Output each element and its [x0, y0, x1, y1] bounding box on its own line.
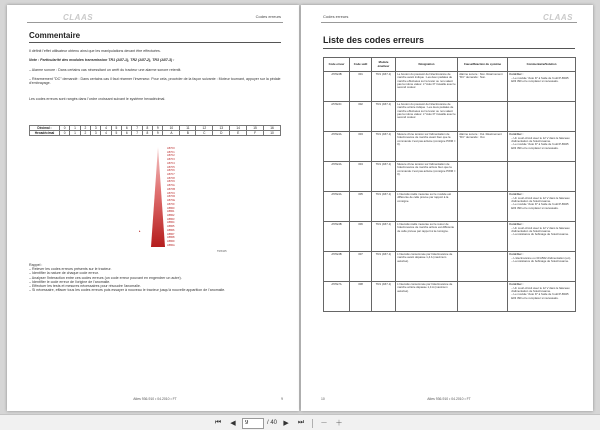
table-row [324, 252, 576, 282]
error-codes-table [323, 57, 576, 312]
next-page-icon[interactable]: ▶ [283, 420, 289, 427]
error-code-cell: A57E3B [324, 252, 350, 282]
recap-item: – Si nécessaire, effacer tous les codes erreurs puis essayer à nouveau le tracteur jusqu'à nouvelle apparition de l'anomalie. [29, 288, 226, 293]
module-cell: TR1 (A57-1) [372, 192, 396, 222]
cause-cell [458, 282, 508, 312]
hex-cell: F [247, 131, 264, 136]
sattl-code-cell: 302 [350, 102, 372, 132]
diagram-label: A57F3 [167, 158, 175, 162]
module-cell: TR1 (A57-1) [372, 252, 396, 282]
solution-cell [508, 192, 576, 222]
solution-item: – Un court-circuit avec le 12 V dans le faisceau d'alimentation de l'électrovanne. [511, 225, 570, 234]
diagram-label: A57F9 [167, 180, 175, 184]
recap-item: – Identifier la nature de chaque code erreur. [29, 271, 99, 276]
error-code-cell: A57E3B [324, 72, 350, 102]
solution-title: Contrôler : [509, 282, 524, 286]
page-number-input[interactable] [242, 418, 264, 429]
toolbar-divider [312, 419, 313, 428]
error-code-cell: A57E3A [324, 132, 350, 162]
paragraph: Les codes erreurs sont rangés dans l'ordre croissant suivant le système hexadécimal. [29, 97, 166, 101]
first-page-icon[interactable]: ⏮ [214, 419, 222, 426]
table-row [324, 162, 576, 192]
diagram-label: A57FC [167, 191, 176, 195]
hex-cell: 8 [142, 126, 152, 131]
recap-item: – Identifier le code erreur de l'origine de l'anomalie. [29, 279, 111, 284]
page-footer [27, 397, 283, 403]
page-number: 9 [281, 397, 283, 401]
page-header [321, 13, 577, 23]
designation-cell: Le bouton du poussoir de l'électrovanne de marche arrière indique : Les deux pédales de marche effectuées sur le levier ou non-valent pas la même valeur. L'"Auto D" travaille avec le second codeur. [396, 102, 458, 132]
last-page-icon[interactable]: ⏭ [297, 419, 305, 426]
header-text: Codes erreurs [255, 14, 281, 19]
hex-cell: 10 [264, 131, 281, 136]
diagram-label: A57F8 [167, 176, 175, 180]
designation-cell: L'intensité consommée par l'électrovanne de marche arrière dépasse 1,4 A (maximum autorisé). [396, 282, 458, 312]
solution-item: – La résistance du bobinage de l'électrovanne. [511, 259, 569, 264]
solution-item: – Un court-circuit avec le 12 V dans le faisceau d'alimentation de l'électrovanne. [511, 135, 570, 144]
sattl-code-cell: 305 [350, 192, 372, 222]
solution-cell [508, 102, 576, 132]
diagram-label: A57FF [167, 202, 175, 206]
hex-cell: 7 [132, 131, 142, 136]
designation-cell: L'intensité consommée par l'électrovanne de marche avant dépasse 1,4 A (maximum autorisé). [396, 252, 458, 282]
right-page [301, 5, 593, 411]
hex-cell: D [213, 131, 230, 136]
solution-cell [508, 132, 576, 162]
hex-row-label: Décimal : [30, 126, 60, 131]
col-header: Cause/Réaction du système [458, 58, 508, 72]
paragraph: Il définit l'effet utilisateur obtenu ainsi que les manipulations devant être effectuées. [29, 49, 161, 53]
table-row [324, 102, 576, 132]
hex-cell: 3 [91, 131, 101, 136]
diagram-label: A57F7 [167, 173, 175, 177]
page-title: Liste des codes erreurs [323, 35, 425, 45]
sattl-code-cell: 304 [350, 162, 372, 192]
hex-cell: 9 [153, 131, 163, 136]
zoom-in-icon[interactable]: ＋ [335, 420, 343, 427]
paragraph: – Réarmement "DC" demandé : Dans certains cas il faut réarmer l'inverseur. Pour cela, procéder de la façon suivante : Moteur tournant, appuyer sur la pédale d'embrayage. [29, 77, 281, 86]
diagram-label: A57FA [167, 184, 175, 188]
footer-text: Atles 936-910 • 04.2010 • FT [133, 397, 177, 401]
table-row [324, 222, 576, 252]
diagram-label: A5807 [167, 232, 175, 236]
hex-cell: C [196, 131, 213, 136]
cause-cell [458, 252, 508, 282]
diagram-label: A57FD [167, 195, 176, 199]
table-row [324, 132, 576, 162]
hex-cell: 5 [111, 131, 121, 136]
module-cell: TR1 (A57-1) [372, 132, 396, 162]
diagram-label: A5806 [167, 228, 175, 232]
brand-logo: CLAAS [63, 13, 94, 22]
error-code-cell: A57E3B [324, 222, 350, 252]
diagram-label: A57FB [167, 187, 175, 191]
hex-cell: 6 [122, 126, 132, 131]
hex-cell: 11 [180, 126, 196, 131]
recap-title: Rappel : [29, 263, 43, 267]
hex-cell: 4 [101, 131, 111, 136]
hex-cell: 4 [101, 126, 111, 131]
brand-logo: CLAAS [542, 13, 573, 22]
module-cell: TR1 (A57-1) [372, 282, 396, 312]
page-nav [212, 417, 392, 429]
hex-cell: 6 [122, 131, 132, 136]
designation-cell: Mesure d'une tension sur l'alimentation de l'électrovanne de marche arrière bien que la commande n'est pas activée (consigne PWM = 0). [396, 162, 458, 192]
diagram-label: A57F4 [167, 161, 175, 165]
solution-title: Contrôler : [509, 132, 524, 136]
page-footer [321, 397, 577, 403]
diagram-label: A5805 [167, 225, 175, 229]
viewer-toolbar [0, 414, 600, 430]
sattl-code-cell: 306 [350, 222, 372, 252]
title-rule [323, 48, 575, 49]
sattl-code-cell: 301 [350, 72, 372, 102]
page-title: Commentaire [29, 31, 81, 40]
hex-cell: 0 [60, 131, 70, 136]
hex-cell: 2 [80, 131, 90, 136]
hex-cell: E [230, 131, 247, 136]
hex-cell: 9 [153, 126, 163, 131]
table-row [324, 192, 576, 222]
hex-row-label: Hexadécimal [30, 131, 60, 136]
diagram-label: A57F5 [167, 165, 175, 169]
recap-item: – Effectuer les tests et mesures nécessaires pour résoudre l'anomalie. [29, 284, 141, 289]
solution-item: – L'électrovanne ou 30 A562 d'alimentation (en). [511, 255, 572, 260]
sattl-code-cell: 303 [350, 132, 372, 162]
diagram-label: A5801 [167, 210, 175, 214]
hex-cell: 3 [91, 126, 101, 131]
cause-cell [458, 222, 508, 252]
diagram-label: A5800 [167, 206, 175, 210]
diagram-label: A57F0 [167, 147, 175, 150]
module-cell: TR1 (A57-1) [372, 222, 396, 252]
solution-item: – La résistance du bobinage de l'électrovanne. [511, 232, 569, 237]
total-pages: / 40 [267, 420, 278, 426]
error-code-cell: A57E3A [324, 192, 350, 222]
hex-cell: 16 [264, 126, 281, 131]
error-code-cell: A57E3A [324, 162, 350, 192]
sattl-code-cell: 308 [350, 282, 372, 312]
error-code-cell: A57E7A [324, 282, 350, 312]
hex-cell: 1 [70, 126, 80, 131]
header-text: Codes erreurs [323, 14, 349, 19]
solution-cell [508, 222, 576, 252]
diagram-label: A5802 [167, 213, 175, 217]
table-row [324, 282, 576, 312]
solution-cell [508, 252, 576, 282]
col-header: Module émetteur [372, 58, 396, 72]
diagram-label: A580A [167, 243, 175, 247]
diagram-label: A5803 [167, 217, 175, 221]
solution-title: Contrôler : [509, 72, 524, 76]
paragraph: – Alarme sonore : Dans certains cas nécessitant un arrêt du tracteur une alarme sonore retentit. [29, 68, 182, 72]
solution-item: – Le module "Auto D" à l'aide de l'outil P-B045 E03 390 et le remplacer si nécessaire. [511, 75, 569, 84]
hex-cell: 8 [142, 131, 152, 136]
title-rule [29, 42, 281, 43]
table-header-row [324, 58, 576, 72]
hex-cell: 15 [247, 126, 264, 131]
diagram-labels [167, 147, 197, 247]
recap-item: – Relever les codes erreurs présents sur le tracteur. [29, 267, 112, 272]
page-number: 10 [321, 397, 325, 401]
page-header [27, 13, 283, 23]
cause-cell: Alarme sonore : Non. Réarmement "DC" demandé : Non. [458, 72, 508, 102]
designation-cell: Le bouton du poussoir de l'électrovanne de marche avant indique : Les deux pédales de marche effectuées sur le levier ou non-valent pas la même valeur. L'"Auto D" travaille avec le second codeur. [396, 72, 458, 102]
zoom-out-icon[interactable]: － [320, 420, 328, 427]
hex-cell: 12 [196, 126, 213, 131]
hex-cell: 2 [80, 126, 90, 131]
solution-title: Contrôler : [509, 222, 524, 226]
hex-cell: 7 [132, 126, 142, 131]
solution-item: – Le module "Auto D" à l'aide de l'outil P-B045 E03 390 et le remplacer si nécessaire. [511, 142, 569, 150]
diagram-label: A5804 [167, 221, 175, 225]
hex-table [29, 125, 281, 136]
diagram-label: A57F6 [167, 169, 175, 173]
diagram-label: A57FE [167, 199, 175, 203]
cause-cell: Alarme sonore : Oui. Réarmement "DC" demandé : Oui. [458, 132, 508, 162]
footer-text: Atles 936-910 • 04.2010 • FT [427, 397, 471, 401]
cause-cell [458, 162, 508, 192]
designation-cell: L'intensité réelle mesurée sur le module est différente de celle prévue par rapport à la consigne. [396, 192, 458, 222]
hex-cell: 1 [70, 131, 80, 136]
solution-cell [508, 282, 576, 312]
cause-cell [458, 102, 508, 132]
diagram-label: A57F1 [167, 150, 175, 154]
solution-item: – Un court-circuit avec le 12 V dans le faisceau d'alimentation de l'électrovanne. [511, 195, 570, 204]
hex-cell: 0 [60, 126, 70, 131]
error-code-cell: A57E3C [324, 102, 350, 132]
designation-cell: L'intensité réelle mesurée sur le retour de l'électrovanne de marche arrière est différente de celle prévue par rapport à la consigne. [396, 222, 458, 252]
solution-item: – Un court-circuit avec le 12 V dans le faisceau d'alimentation de l'électrovanne. [511, 285, 570, 294]
hex-cell: 5 [111, 126, 121, 131]
solution-cell [508, 72, 576, 102]
hex-cell: 14 [230, 126, 247, 131]
solution-cell [508, 162, 576, 192]
hex-cell: 10 [163, 126, 180, 131]
recap-item: – Analyser l'interaction entre ces codes erreurs (un code erreur pouvant en engendrer un autre). [29, 275, 182, 280]
sattl-code-cell: 307 [350, 252, 372, 282]
module-cell: TR1 (A57-1) [372, 162, 396, 192]
code-diagram [69, 141, 237, 257]
col-header: Code erreur [324, 58, 350, 72]
solution-item: – Le module "Auto D" à l'aide de l'outil P-B045 E03 390 et le remplacer si nécessaire. [511, 292, 569, 300]
solution-title: Contrôler : [509, 252, 524, 256]
diagram-label: A5809 [167, 239, 175, 243]
prev-page-icon[interactable]: ◀ [230, 420, 236, 427]
module-cell: TR1 (A57-1) [372, 72, 396, 102]
diagram-label: A57F2 [167, 154, 175, 158]
hex-cell: A [163, 131, 180, 136]
solution-title: Contrôler : [509, 192, 524, 196]
col-header: Code sattl [350, 58, 372, 72]
diagram-wedge [151, 147, 165, 247]
diagram-label: A5808 [167, 236, 175, 240]
left-page [7, 5, 299, 411]
hex-cell: B [180, 131, 196, 136]
hex-cell: 13 [213, 126, 230, 131]
diagram-marker: ▸ [139, 229, 141, 233]
diagram-ref: TRX105 [217, 250, 227, 253]
recap-block [29, 263, 281, 292]
solution-item: – Le module "Auto D" à l'aide de l'outil P-B045 E03 390 et le remplacer si nécessaire. [511, 202, 569, 210]
paragraph-note: Note : Particularité des modules transmission TR1 (A57-1), TR2 (A57-2), TR3 (A57-3) : [29, 58, 175, 62]
col-header: Commentaire/Solution [508, 58, 576, 72]
cause-cell [458, 192, 508, 222]
table-row [324, 72, 576, 102]
col-header: Désignation [396, 58, 458, 72]
module-cell: TR1 (A57-1) [372, 102, 396, 132]
designation-cell: Mesure d'une tension sur l'alimentation de l'électrovanne de marche avant bien que la commande n'est pas activée (consigne PWM = 0). [396, 132, 458, 162]
